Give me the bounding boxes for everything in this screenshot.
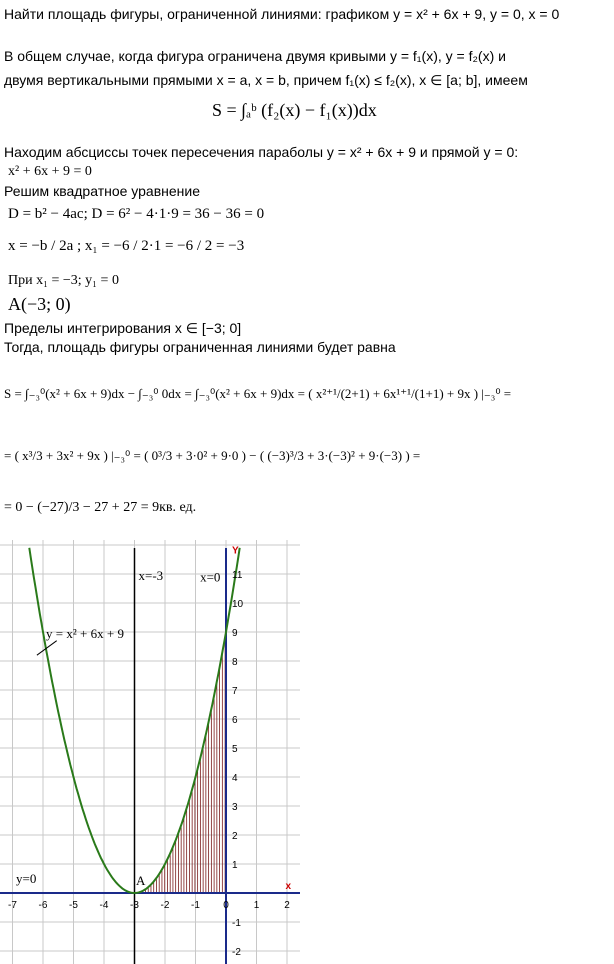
calc-step-2: = ( x³/3 + 3x² + 9x ) |₋₃⁰ = ( 0³/3 + 3·0² + 9·0 ) − ( (−3)³/3 + 3·(−3)² + 9·(−3) ) = [4, 448, 421, 463]
calc-result: = 0 − (−27)/3 − 27 + 27 = 9кв. ед. [4, 500, 197, 515]
label-x0: x=0 [200, 569, 221, 585]
y-axis-label: Y [232, 545, 239, 557]
y-tick-label: 8 [232, 657, 238, 668]
y-tick-label: 1 [232, 860, 238, 871]
x-tick-label: -2 [160, 900, 170, 911]
x-tick-label: -7 [8, 900, 17, 911]
x-tick-label: -5 [69, 900, 78, 911]
at-x1-text: При x₁ = −3; y₁ = 0 [8, 273, 119, 288]
x-tick-label: -3 [130, 900, 139, 911]
problem-statement: Найти площадь фигуры, ограниченной линиями: графиком y = x² + 6x + 9, y = 0, x = 0 [4, 6, 560, 22]
curve-equation-label: y = x² + 6x + 9 [46, 625, 124, 641]
y-tick-label: -1 [232, 918, 241, 929]
y-tick-label: 6 [232, 715, 238, 726]
area-hatching [135, 637, 226, 893]
general-case-line-1: В общем случае, когда фигура ограничена двумя кривыми y = f₁(x), y = f₂(x) и [4, 48, 506, 64]
function-graph [0, 540, 614, 964]
y-tick-label: 11 [232, 570, 243, 581]
discriminant: D = b² − 4ac; D = 6² − 4·1·9 = 36 − 36 = 0 [8, 206, 265, 222]
x-tick-label: 1 [253, 900, 260, 911]
y-tick-label: -2 [232, 947, 241, 958]
general-case-line-2: двумя вертикальными прямыми x = a, x = b, причем f₁(x) ≤ f₂(x), x ∈ [a; b], имеем [4, 72, 528, 88]
y-tick-label: 10 [232, 599, 244, 610]
then-text: Тогда, площадь фигуры ограниченная линиями будет равна [4, 339, 396, 355]
label-y0: y=0 [16, 871, 37, 886]
integration-limits: Пределы интегрирования x ∈ [−3; 0] [4, 320, 242, 336]
y-tick-label: 2 [232, 831, 238, 842]
area-formula: S = ∫ₐᵇ (f₂(x) − f₁(x))dx [212, 100, 377, 120]
solve-heading: Решим квадратное уравнение [4, 183, 201, 199]
label-point-a: A [136, 873, 146, 888]
y-tick-label: 4 [232, 773, 238, 784]
y-tick-label: 9 [232, 628, 238, 639]
x-tick-label: -6 [38, 900, 48, 911]
calc-step-1: S = ∫₋₃⁰(x² + 6x + 9)dx − ∫₋₃⁰ 0dx = ∫₋₃⁰(x² + 6x + 9)dx = ( x²⁺¹/(2+1) + 6x¹⁺¹/(1+1) + 9x ) |₋₃⁰ = [4, 386, 512, 401]
x-tick-label: 0 [223, 900, 229, 911]
x-tick-label: -4 [99, 900, 109, 911]
label-x-minus3: x=-3 [138, 567, 164, 583]
x-axis-label: x [285, 881, 292, 892]
x-tick-label: 2 [284, 900, 290, 911]
y-tick-label: 3 [232, 802, 238, 813]
root-formula: x = −b / 2a ; x₁ = −6 / 2·1 = −6 / 2 = −3 [8, 238, 245, 254]
x-tick-label: -1 [191, 900, 200, 911]
y-tick-label: 5 [232, 744, 238, 755]
y-tick-label: 7 [232, 686, 238, 697]
quadratic-equation: x² + 6x + 9 = 0 [8, 164, 92, 179]
point-a: A(−3; 0) [8, 294, 71, 314]
find-abscissa-text: Находим абсциссы точек пересечения параболы y = x² + 6x + 9 и прямой y = 0: [4, 144, 519, 160]
